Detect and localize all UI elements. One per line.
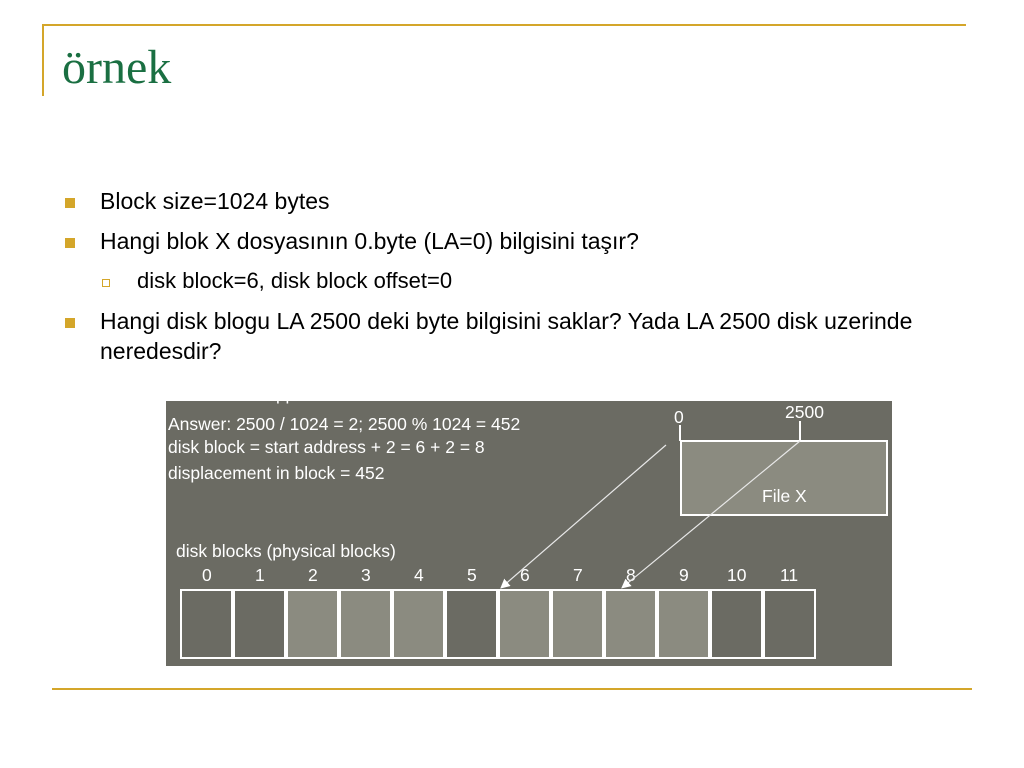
- block-number-label: 10: [727, 565, 747, 585]
- blocks-label: disk blocks (physical blocks): [176, 541, 396, 561]
- arrow-la2500: [623, 441, 800, 587]
- arrow-la0: [502, 445, 666, 587]
- block-number-label: 0: [202, 565, 212, 585]
- bullet-list: [62, 186, 962, 376]
- block-number-label: 5: [467, 565, 477, 585]
- block-number-label: 8: [626, 565, 636, 585]
- bullet-item: [62, 186, 962, 216]
- square-bullet-icon: [65, 198, 75, 208]
- bullet-item: [62, 226, 962, 256]
- answer-line: Answer: 2500 / 1024 = 2; 2500 % 1024 = 452: [168, 414, 521, 434]
- answer-line: disk block = start address + 2 = 6 + 2 = 8: [168, 437, 485, 457]
- bullet-item: [62, 306, 962, 366]
- hollow-square-bullet-icon: [102, 279, 110, 287]
- block-number-label: 7: [573, 565, 583, 585]
- disk-mapping-diagram: [166, 385, 892, 666]
- square-bullet-icon: [65, 318, 75, 328]
- footer-line: [52, 688, 972, 690]
- block-number-label: 1: [255, 565, 265, 585]
- block-number-label: 6: [520, 565, 530, 585]
- sub-bullet-text: disk block=6, disk block offset=0: [137, 268, 453, 293]
- bullet-text: Hangi blok X dosyasının 0.byte (LA=0) bilgisini taşır?: [100, 228, 639, 254]
- cropped-caption: to 2500 is mapped to: [174, 385, 333, 404]
- title-frame: [42, 24, 966, 96]
- block-number-label: 3: [361, 565, 371, 585]
- block-number-label: 9: [679, 565, 689, 585]
- sub-bullet-item: [62, 266, 962, 296]
- marker-start-label: 0: [674, 407, 684, 427]
- mapping-arrows: [166, 401, 892, 666]
- block-number-label: 4: [414, 565, 424, 585]
- block-number-label: 11: [780, 565, 799, 585]
- bullet-text: Block size=1024 bytes: [100, 188, 330, 214]
- answer-line: displacement in block = 452: [168, 463, 385, 483]
- slide-title: örnek: [62, 41, 172, 94]
- bullet-text: Hangi disk blogu LA 2500 deki byte bilgisini saklar? Yada LA 2500 disk uzerinde neredesdir?: [100, 308, 913, 364]
- file-x-label: File X: [762, 486, 807, 506]
- square-bullet-icon: [65, 238, 75, 248]
- block-number-label: 2: [308, 565, 318, 585]
- marker-end-label: 2500: [785, 402, 824, 422]
